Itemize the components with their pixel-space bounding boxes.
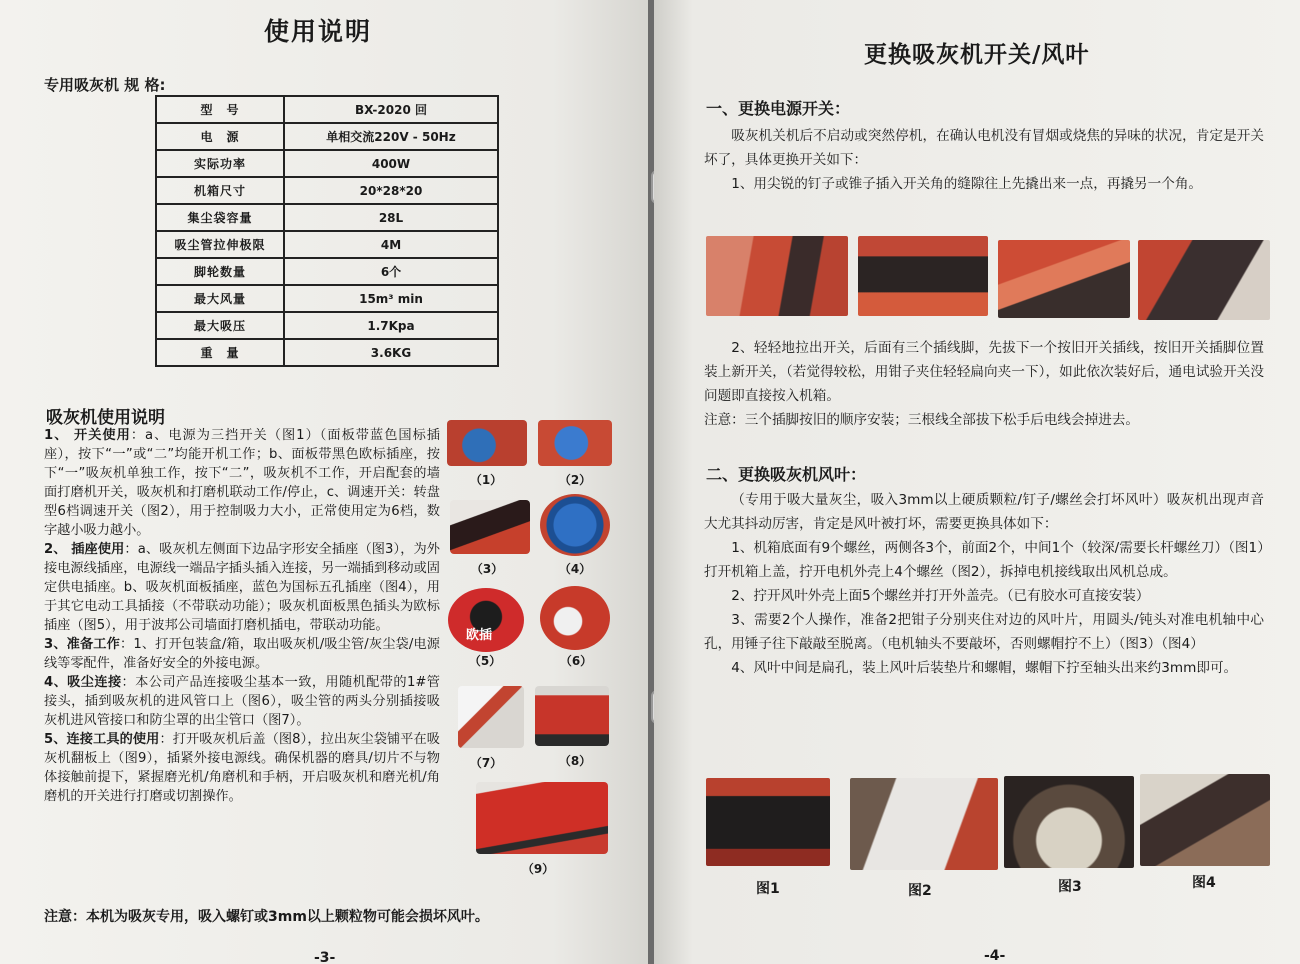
spec-key: 吸尘管拉伸极限 (156, 231, 284, 258)
switch-photo-1 (706, 236, 848, 316)
fan-photo-caption-1: 图1 (756, 881, 780, 897)
figure-6-hose-connector-image (540, 586, 610, 650)
figure-4-cn-socket-image (540, 494, 610, 556)
spec-key: 最大风量 (156, 285, 284, 312)
left-page-note: 注意：本机为吸灰专用，吸入螺钉或3mm以上颗粒物可能会损坏风叶。 (44, 909, 489, 925)
section-2-title: 二、更换吸灰机风叶： (706, 465, 867, 484)
spec-value: 28L (284, 204, 498, 231)
spec-key: 实际功率 (156, 150, 284, 177)
figure-1-switch-panel-image (447, 420, 527, 466)
spec-row (156, 231, 498, 258)
spec-value: 3.6KG (284, 339, 498, 366)
fan-photo-2 (850, 778, 998, 870)
section-1-note: 注意：三个插脚按旧的顺序安装；三根线全部拔下松手后电线会掉进去。 (704, 412, 1139, 428)
spec-row (156, 312, 498, 339)
switch-photo-2 (858, 236, 988, 316)
spec-value: 1.7Kpa (284, 312, 498, 339)
figure-caption-4: （4） (558, 562, 592, 576)
figure-caption-6: （6） (559, 654, 593, 668)
section-2-step-3: 3、需要2个人操作，准备2把钳子分别夹住对边的风叶片，用圆头/钝头对准电机轴中心孔，用锤子往下敲敲至脱离。（电机轴头不要敲坏，否则螺帽拧不上）（图3）（图4） (704, 612, 1264, 652)
usage-body (44, 426, 440, 806)
spec-key: 重 量 (156, 339, 284, 366)
spec-key: 最大吸压 (156, 312, 284, 339)
section-2-body (704, 488, 1264, 680)
usage-item-3: 3、准备工作：1、打开包装盒/箱，取出吸灰机/吸尘管/灰尘袋/电源线等零配件，准备好安全的外接电源。 (44, 637, 440, 671)
fan-photo-3 (1004, 776, 1134, 868)
spec-row (156, 285, 498, 312)
section-1-step-2: 2、轻轻地拉出开关，后面有三个插线脚，先拔下一个按旧开关插线，按旧开关插脚位置装上新开关，（若觉得较松，用钳子夹住轻轻扁向夹一下），如此依次装好后，通电试验开关没问题即直接按入机箱。 (704, 340, 1264, 404)
spec-row (156, 258, 498, 285)
spec-value: 20*28*20 (284, 177, 498, 204)
spec-value: 400W (284, 150, 498, 177)
spec-value: 4M (284, 231, 498, 258)
usage-title: 吸灰机使用说明 (46, 408, 165, 428)
spec-value: 15m³ min (284, 285, 498, 312)
spec-row (156, 339, 498, 366)
switch-photo-3 (998, 240, 1130, 318)
section-2-intro: （专用于吸大量灰尘，吸入3mm以上硬质颗粒/钉子/螺丝会打坏风叶）吸灰机出现声音大尤其抖动厉害，肯定是风叶被打坏，需要更换具体如下： (704, 492, 1264, 532)
spec-value: 6个 (284, 258, 498, 285)
figure-caption-7: （7） (469, 756, 503, 770)
figure-caption-1: （1） (469, 473, 503, 487)
section-1-body-continued (704, 336, 1264, 432)
page-number-right: -4- (984, 948, 1006, 964)
figure-9-machine-image (476, 782, 608, 854)
page-number-left: -3- (314, 950, 336, 964)
spec-key: 型 号 (156, 96, 284, 123)
figure-caption-5: （5） (468, 654, 502, 668)
section-1-body (704, 124, 1264, 196)
spec-title: 专用吸灰机 规 格: (44, 76, 166, 94)
usage-item-1: 1、 开关使用：a、电源为三挡开关（图1）（面板带蓝色国标插座），按下“一”或“二”均能开机工作；b、面板带黑色欧标插座，按下“一”吸灰机单独工作，按下“二”，吸灰机不工作，开启配套的墙面打磨机开关，吸灰机和打磨机联动工作/停止，c、调速开关：转盘型6档调速开关（图2），用于控制吸力大小，正常使用定为6档，数字越小吸力越小。 (44, 428, 440, 538)
fan-photo-1 (706, 778, 830, 866)
figure-caption-9: （9） (521, 862, 555, 876)
usage-item-5: 5、连接工具的使用：打开吸灰机后盖（图8），拉出灰尘袋铺平在吸灰机翻板上（图9），插紧外接电源线。确保机器的磨具/切片不与物体接触前提下，紧握磨光机/角磨机和手柄，开启吸灰机和磨光机/角磨机的开关进行打磨或切割操作。 (44, 732, 440, 804)
spec-key: 机箱尺寸 (156, 177, 284, 204)
section-2-step-2: 2、拧开风叶外壳上面5个螺丝并打开外盖壳。（已有胶水可直接安装） (731, 588, 1150, 604)
spec-row (156, 204, 498, 231)
spec-key: 脚轮数量 (156, 258, 284, 285)
spec-row (156, 177, 498, 204)
usage-item-4: 4、吸尘连接：本公司产品连接吸尘基本一致，用随机配带的1#管接头，插到吸灰机的进风管口上（图6），吸尘管的两头分别插接吸灰机进风管接口和防尘罩的出尘管口（图7）。 (44, 675, 440, 728)
page-title-left: 使用说明 (264, 17, 373, 46)
fan-photo-4 (1140, 774, 1270, 866)
fan-photo-caption-3: 图3 (1058, 879, 1082, 895)
figure-7-dust-hood-image (458, 686, 524, 748)
section-1-intro: 吸灰机关机后不启动或突然停机，在确认电机没有冒烟或烧焦的异味的状况，肯定是开关坏了，具体更换开关如下： (704, 128, 1264, 168)
spec-value: BX-2020 回 (284, 96, 498, 123)
fan-photo-caption-2: 图2 (908, 883, 932, 899)
spec-key: 集尘袋容量 (156, 204, 284, 231)
spec-table (155, 95, 499, 367)
section-1-title: 一、更换电源开关： (706, 99, 851, 118)
spec-row (156, 96, 498, 123)
section-1-step-1: 1、用尖锐的钉子或锥子插入开关角的缝隙往上先撬出来一点，再撬另一个角。 (731, 176, 1203, 192)
figure-caption-3: （3） (470, 562, 504, 576)
spec-key: 电 源 (156, 123, 284, 150)
fan-photo-caption-4: 图4 (1192, 875, 1216, 891)
spec-row (156, 150, 498, 177)
spec-value: 单相交流220V - 50Hz (284, 123, 498, 150)
section-2-step-1: 1、机箱底面有9个螺丝，两侧各3个，前面2个，中间1个（较深/需要长杆螺丝刀）（图1）打开机箱上盖，拧开电机外壳上4个螺丝（图2），拆掉电机接线取出风机总成。 (704, 540, 1264, 580)
figure-caption-8: （8） (558, 754, 592, 768)
spec-row (156, 123, 498, 150)
figure-3-side-socket-image (450, 500, 530, 554)
page-title-right: 更换吸灰机开关/风叶 (864, 42, 1090, 68)
section-2-step-4: 4、风叶中间是扁孔，装上风叶后装垫片和螺帽，螺帽下拧至轴头出来约3mm即可。 (731, 660, 1238, 676)
figure-8-rear-cover-image (535, 686, 609, 746)
right-page (654, 0, 1300, 964)
figure-2-speed-dial-image (538, 420, 612, 466)
figure-caption-2: （2） (558, 473, 592, 487)
switch-photo-4 (1138, 240, 1270, 320)
figure-5-label: 欧插 (466, 628, 493, 643)
usage-item-2: 2、 插座使用：a、吸灰机左侧面下边品字形安全插座（图3），为外接电源线插座，电源线一端品字插头插入连接，另一端插到移动或固定供电插座。b、吸灰机面板插座，蓝色为国标五孔插座（图4），用于其它电动工具插接（不带联动功能）；吸灰机面板黑色插头为欧标插座（图5），用于波邦公司墙面打磨机插电，带联动功能。 (44, 542, 440, 633)
